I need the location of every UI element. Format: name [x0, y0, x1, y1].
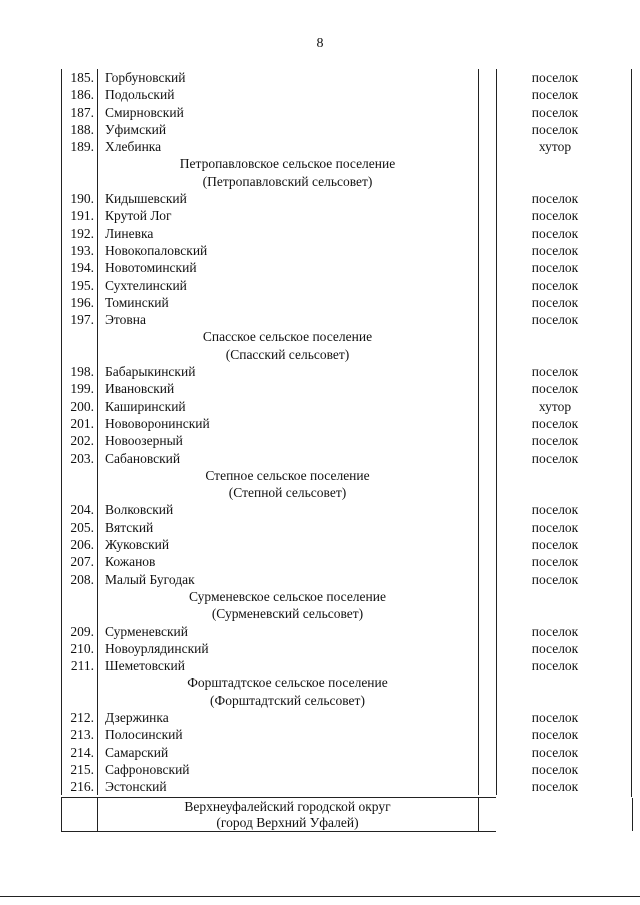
- settlement-name: Жуковский: [105, 537, 170, 553]
- settlement-type: поселок: [531, 623, 579, 639]
- row-number: 197.: [70, 312, 94, 328]
- settlement-name: Вятский: [105, 519, 154, 535]
- settlement-name: Полосинский: [105, 727, 183, 743]
- table-row: [62, 726, 579, 743]
- settlement-type: поселок: [531, 277, 579, 293]
- table-row: [62, 104, 579, 121]
- settlement-type: поселок: [531, 537, 579, 553]
- settlement-name: Линевка: [105, 225, 154, 241]
- settlement-name: Сабановский: [105, 450, 181, 466]
- settlement-name: Этовна: [105, 312, 146, 328]
- page-bottom-rule: [0, 896, 640, 897]
- section-header-row: [62, 155, 496, 172]
- settlement-type: поселок: [531, 658, 579, 674]
- settlement-type: поселок: [531, 554, 579, 570]
- section-header-row: [62, 588, 496, 605]
- row-number: 209.: [70, 623, 94, 639]
- table-row: [62, 380, 579, 397]
- final-right-border: [632, 798, 633, 831]
- settlement-type: поселок: [531, 502, 579, 518]
- section-header-row: [62, 484, 496, 501]
- row-number: 189.: [70, 139, 94, 155]
- table-row: [62, 536, 579, 553]
- row-number: 203.: [70, 450, 94, 466]
- settlement-type: поселок: [531, 709, 579, 725]
- settlement-type: поселок: [531, 225, 579, 241]
- settlement-name: Нововоронинский: [105, 415, 210, 431]
- settlement-type: поселок: [531, 104, 579, 120]
- row-number: 213.: [70, 727, 94, 743]
- table-row: [62, 432, 579, 449]
- settlement-name: Волковский: [105, 502, 174, 518]
- table-row: [62, 363, 579, 380]
- table-row: [62, 138, 572, 155]
- table-row: [62, 294, 579, 311]
- settlement-name: Подольский: [105, 87, 175, 103]
- settlement-type: поселок: [531, 761, 579, 777]
- settlement-name: Ивановский: [105, 381, 175, 397]
- section-header-text: Степное сельское поселение: [205, 467, 370, 483]
- settlement-name: Сурменевский: [105, 623, 189, 639]
- settlement-name: Уфимский: [105, 121, 167, 137]
- settlement-type: поселок: [531, 433, 579, 449]
- settlement-type: хутор: [538, 398, 572, 414]
- settlement-name: Эстонский: [105, 779, 167, 795]
- settlement-type: поселок: [531, 450, 579, 466]
- section-header-row: [62, 467, 496, 484]
- row-number: 190.: [70, 191, 94, 207]
- row-number: 200.: [70, 398, 94, 414]
- table-row: [62, 761, 579, 778]
- row-number: 185.: [70, 70, 94, 85]
- table-row: [62, 778, 579, 795]
- section-header-row: [62, 328, 496, 345]
- row-number: 201.: [70, 415, 94, 431]
- table-row: [62, 744, 579, 761]
- table-row: [62, 415, 579, 432]
- section-header-text: (Сурменевский сельсовет): [211, 606, 364, 622]
- settlement-type: поселок: [531, 294, 579, 310]
- table-row: [62, 450, 579, 467]
- settlement-type: поселок: [531, 640, 579, 656]
- settlement-type: поселок: [531, 70, 579, 85]
- settlement-name: Смирновский: [105, 104, 184, 120]
- row-number: 214.: [70, 744, 94, 760]
- row-number: 191.: [70, 208, 94, 224]
- settlement-type: поселок: [531, 779, 579, 795]
- row-number: 211.: [70, 658, 94, 674]
- settlement-type: поселок: [531, 364, 579, 380]
- row-number: 196.: [70, 294, 94, 310]
- settlement-name: Горбуновский: [105, 70, 186, 85]
- settlement-type: поселок: [531, 727, 579, 743]
- table-row: [62, 242, 579, 259]
- settlement-type: поселок: [531, 121, 579, 137]
- table-row: [62, 121, 579, 138]
- table-row: [62, 225, 579, 242]
- row-number: 202.: [70, 433, 94, 449]
- section-header-text: (Петропавловский сельсовет): [202, 173, 373, 189]
- settlement-name: Томинский: [105, 294, 169, 310]
- table-row: [62, 623, 579, 640]
- table-row: [62, 207, 579, 224]
- row-number: 216.: [70, 779, 94, 795]
- row-number: 215.: [70, 761, 94, 777]
- row-number: 199.: [70, 381, 94, 397]
- table-row: [62, 86, 579, 103]
- final-header-line-1: Верхнеуфалейский городской округ: [184, 799, 391, 814]
- section-header-row: [62, 692, 496, 709]
- settlement-name: Самарский: [105, 744, 169, 760]
- row-number: 212.: [70, 709, 94, 725]
- settlement-name: Сафроновский: [105, 761, 190, 777]
- settlement-name: Новокопаловский: [105, 242, 208, 258]
- section-header-row: [62, 346, 496, 363]
- page-number: 8: [316, 36, 324, 51]
- final-divider-type: [478, 798, 479, 831]
- section-header-text: (Степной сельсовет): [228, 485, 347, 501]
- row-number: 198.: [70, 364, 94, 380]
- settlement-name: Малый Бугодак: [105, 571, 195, 587]
- row-number: 194.: [70, 260, 94, 276]
- table-row: [62, 553, 579, 570]
- table-row: [62, 657, 579, 674]
- table-row: [62, 398, 572, 415]
- row-number: 204.: [70, 502, 94, 518]
- settlement-name: Кожанов: [105, 554, 156, 570]
- table-row: [62, 69, 579, 86]
- row-number: 205.: [70, 519, 94, 535]
- settlement-type: поселок: [531, 519, 579, 535]
- table-row: [62, 709, 579, 726]
- row-number: 193.: [70, 242, 94, 258]
- table-right-border: [631, 69, 632, 797]
- settlement-name: Крутой Лог: [105, 208, 172, 224]
- settlement-name: Сухтелинский: [105, 277, 187, 293]
- table-row: [62, 640, 579, 657]
- settlement-type: поселок: [531, 260, 579, 276]
- row-number: 210.: [70, 640, 94, 656]
- row-number: 195.: [70, 277, 94, 293]
- settlements-table: [61, 69, 579, 795]
- row-number: 188.: [70, 121, 94, 137]
- row-number: 206.: [70, 537, 94, 553]
- table-row: [62, 190, 579, 207]
- section-header-text: Сурменевское сельское поселение: [189, 588, 386, 604]
- settlement-name: Бабарыкинский: [105, 364, 196, 380]
- settlement-name: Дзержинка: [105, 709, 169, 725]
- final-header-line-2: (город Верхний Уфалей): [216, 815, 359, 830]
- table-row: [62, 259, 579, 276]
- table-row: [62, 277, 579, 294]
- table-row: [62, 519, 579, 536]
- settlement-type: поселок: [531, 87, 579, 103]
- settlement-name: Хлебинка: [105, 139, 162, 155]
- row-number: 187.: [70, 104, 94, 120]
- row-number: 192.: [70, 225, 94, 241]
- row-number: 186.: [70, 87, 94, 103]
- row-number: 207.: [70, 554, 94, 570]
- table-row: [62, 311, 579, 328]
- settlement-type: поселок: [531, 571, 579, 587]
- settlement-type: поселок: [531, 312, 579, 328]
- table-row: [62, 571, 579, 588]
- settlement-type: поселок: [531, 191, 579, 207]
- row-number: 208.: [70, 571, 94, 587]
- settlement-type: хутор: [538, 139, 572, 155]
- section-header-row: [62, 173, 496, 190]
- settlement-name: Новотоминский: [105, 260, 197, 276]
- section-header-text: Форштадтское сельское поселение: [187, 675, 388, 691]
- settlement-type: поселок: [531, 208, 579, 224]
- section-header-text: (Форштадтский сельсовет): [210, 692, 365, 708]
- settlement-name: Каширинский: [105, 398, 186, 414]
- final-header-row: [61, 797, 496, 832]
- settlement-type: поселок: [531, 744, 579, 760]
- section-header-text: Спасское сельское поселение: [202, 329, 373, 345]
- settlement-type: поселок: [531, 242, 579, 258]
- section-header-text: (Спасский сельсовет): [225, 346, 350, 362]
- settlement-type: поселок: [531, 381, 579, 397]
- settlement-name: Кидышевский: [105, 191, 187, 207]
- settlement-type: поселок: [531, 415, 579, 431]
- settlement-name: Шеметовский: [105, 658, 185, 674]
- table-row: [62, 501, 579, 518]
- section-header-row: [62, 605, 496, 622]
- section-header-row: [62, 674, 496, 691]
- settlement-name: Новоурлядинский: [105, 640, 209, 656]
- section-header-text: Петропавловское сельское поселение: [179, 156, 396, 172]
- settlement-name: Новоозерный: [105, 433, 183, 449]
